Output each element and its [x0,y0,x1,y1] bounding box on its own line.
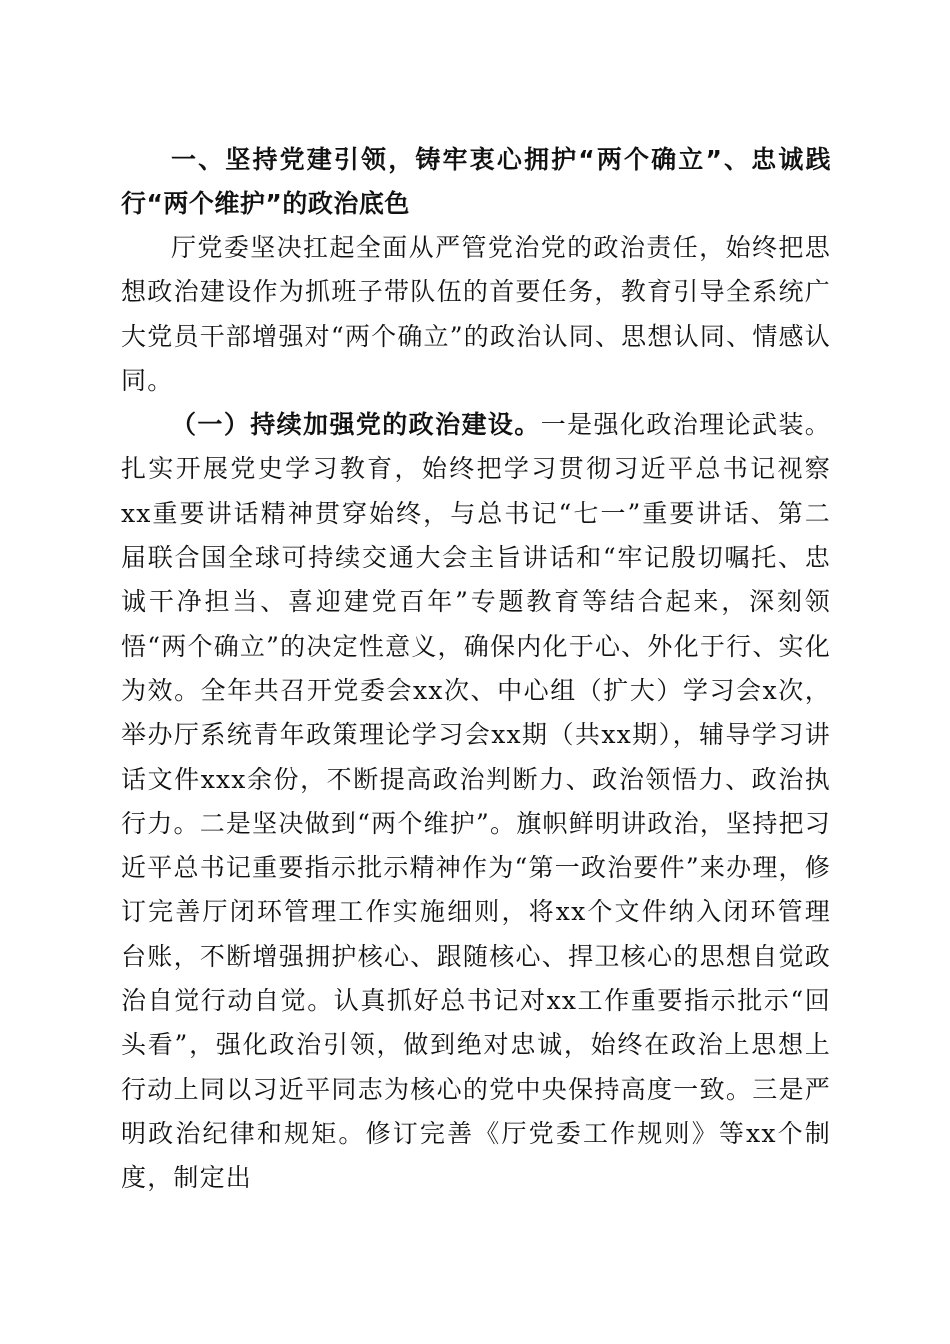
section-1-paragraph [121,403,831,1200]
document-content [121,138,831,1201]
section-heading: 一、坚持党建引领，铸牢衷心拥护“两个确立”、忠诚践行“两个维护”的政治底色 [121,145,831,218]
subsection-heading: （一）持续加强党的政治建设。 [171,410,541,440]
subsection-body: 一是强化政治理论武装。扎实开展党史学习教育，始终把学习贯彻习近平总书记视察xx重要讲话精神贯穿始终，与总书记“七一”重要讲话、第二届联合国全球可持续交通大会主旨讲话和“牢记殷切嘱托、忠诚干净担当、喜迎建党百年”专题教育等结合起来，深刻领悟“两个确立”的决定性意义，确保内化于心、外化于行、实化为效。全年共召开党委会xx次、中心组（扩大）学习会x次，举办厅系统青年政策理论学习会xx期（共xx期），辅导学习讲话文件xxx余份，不断提高政治判断力、政治领悟力、政治执行力。二是坚决做到“两个维护”。旗帜鲜明讲政治，坚持把习近平总书记重要指示批示精神作为“第一政治要件”来办理，修订完善厅闭环管理工作实施细则，将xx个文件纳入闭环管理台账，不断增强拥护核心、跟随核心、捍卫核心的思想自觉政治自觉行动自觉。认真抓好总书记对xx工作重要指示批示“回头看”，强化政治引领，做到绝对忠诚，始终在政治上思想上行动上同以习近平同志为核心的党中央保持高度一致。三是严明政治纪律和规矩。修订完善《厅党委工作规则》等xx个制度，制定出 [121,410,831,1193]
intro-paragraph: 厅党委坚决扛起全面从严管党治党的政治责任，始终把思想政治建设作为抓班子带队伍的首要任务，教育引导全系统广大党员干部增强对“两个确立”的政治认同、思想认同、情感认同。 [121,233,831,395]
